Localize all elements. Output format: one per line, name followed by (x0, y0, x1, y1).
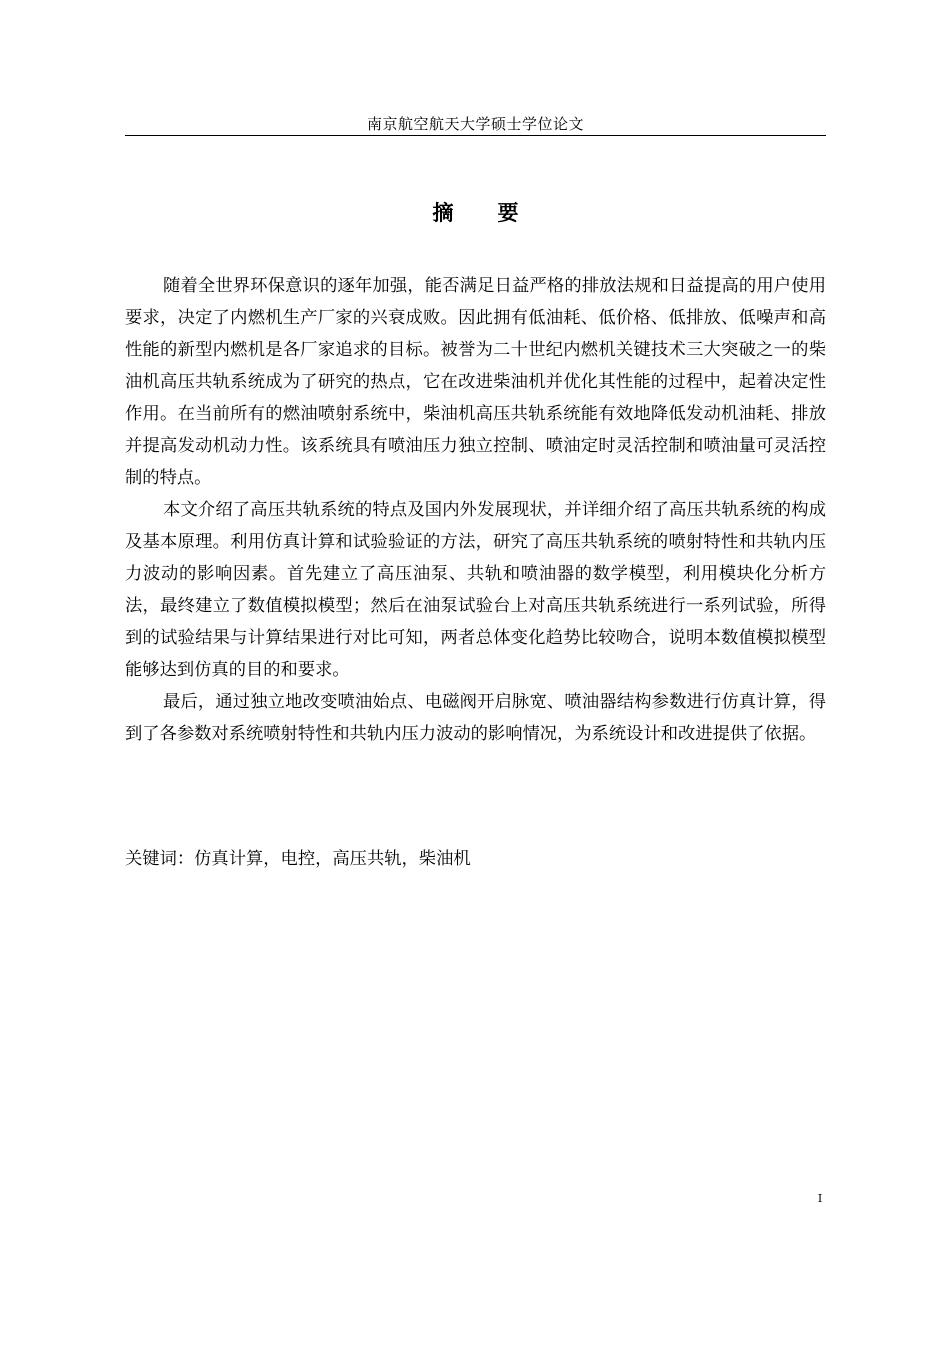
abstract-body (125, 270, 826, 750)
header-rule (125, 135, 826, 136)
abstract-paragraph-3: 最后，通过独立地改变喷油始点、电磁阀开启脉宽、喷油器结构参数进行仿真计算，得到了各参数对系统喷射特性和共轨内压力波动的影响情况，为系统设计和改进提供了依据。 (125, 692, 826, 744)
abstract-title-char-2: 要 (497, 201, 519, 225)
abstract-paragraph-1: 随着全世界环保意识的逐年加强，能否满足日益严格的排放法规和日益提高的用户使用要求，决定了内燃机生产厂家的兴衰成败。因此拥有低油耗、低价格、低排放、低噪声和高性能的新型内燃机是各厂家追求的目标。被誉为二十世纪内燃机关键技术三大突破之一的柴油机高压共轨系统成为了研究的热点，它在改进柴油机并优化其性能的过程中，起着决定性作用。在当前所有的燃油喷射系统中，柴油机高压共轨系统能有效地降低发动机油耗、排放并提高发动机动力性。该系统具有喷油压力独立控制、喷油定时灵活控制和喷油量可灵活控制的特点。 (125, 276, 826, 488)
abstract-title (125, 198, 826, 228)
abstract-paragraph-2: 本文介绍了高压共轨系统的特点及国内外发展现状，并详细介绍了高压共轨系统的构成及基本原理。利用仿真计算和试验验证的方法，研究了高压共轨系统的喷射特性和共轨内压力波动的影响因素。首先建立了高压油泵、共轨和喷油器的数学模型，利用模块化分析方法，最终建立了数值模拟模型；然后在油泵试验台上对高压共轨系统进行一系列试验，所得到的试验结果与计算结果进行对比可知，两者总体变化趋势比较吻合，说明本数值模拟模型能够达到仿真的目的和要求。 (125, 500, 826, 680)
page-number: I (817, 1192, 823, 1205)
keywords-line: 关键词：仿真计算，电控，高压共轨，柴油机 (125, 849, 471, 869)
abstract-title-char-1: 摘 (432, 201, 454, 225)
running-header: 南京航空航天大学硕士学位论文 (366, 115, 584, 133)
